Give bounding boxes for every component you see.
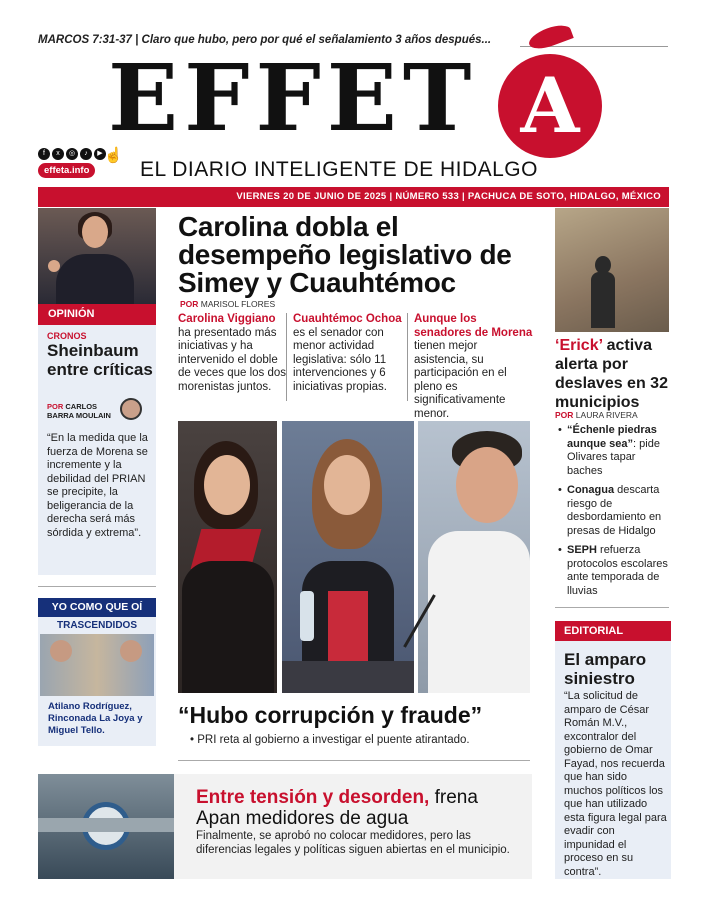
secondary-headline[interactable]: “Hubo corrupción y fraude” [178, 702, 483, 728]
opinion-label: OPINIÓN [38, 304, 156, 325]
right-brief-list [558, 424, 670, 604]
editorial-title[interactable]: El amparo siniestro [564, 650, 647, 688]
yo-como-photo[interactable] [40, 634, 154, 696]
bottom-headline[interactable]: Entre tensión y desorden, frena Apan medidores de agua [196, 787, 478, 829]
masthead-logo[interactable] [108, 44, 478, 152]
daily-verse: MARCOS 7:31-37 | Claro que hubo, pero por qué el señalamiento 3 años después... [38, 34, 492, 46]
yo-como-caption[interactable]: Atilano Rodríguez, Rinconada La Joya y Miguel Tello. [48, 701, 143, 736]
divider [407, 313, 408, 401]
landslide-photo[interactable] [555, 208, 669, 332]
instagram-icon[interactable]: ◎ [66, 148, 78, 160]
main-headline[interactable]: Carolina dobla el desempeño legislativo de Simey y Cuauhtémoc [178, 211, 512, 298]
editorial-label: EDITORIAL [555, 621, 671, 641]
list-item[interactable]: • “Échenle piedras aunque sea”: pide Olivares tapar baches [558, 424, 670, 478]
yo-como-subtitle: TRASCENDIDOS [56, 620, 137, 631]
main-byline: POR MARISOL FLORES [180, 299, 276, 309]
social-icons [38, 148, 106, 160]
opinion-title[interactable]: Sheinbaum entre críticas [47, 341, 153, 379]
facebook-icon[interactable]: f [38, 148, 50, 160]
photo-carolina[interactable] [178, 421, 277, 693]
summary-column-3: Aunque los senadores de Morena tienen mejor asistencia, su participación en el pleno es significativamente menor. [414, 313, 533, 420]
tiktok-icon[interactable]: ♪ [80, 148, 92, 160]
logo-main-text: EFFET [108, 44, 478, 152]
divider [555, 607, 669, 608]
right-headline[interactable]: ‘Erick’ activa alerta por deslaves en 32 municipios [555, 337, 668, 411]
list-item[interactable]: • Conagua descarta riesgo de desbordamiento en presas de Hidalgo [558, 484, 670, 538]
yo-como-title: YO COMO QUE OÍ [38, 598, 156, 617]
bottom-summary: Finalmente, se aprobó no colocar medidores, pero las diferencias legales y políticas siguen abiertas en el municipio. [196, 830, 510, 856]
tagline: EL DIARIO INTELIGENTE DE HIDALGO [140, 158, 538, 181]
divider [38, 586, 156, 587]
editorial-quote: “La solicitud de amparo de César Román M.V., excontralor del gobierno de Omar Fayad, nos recuerda que han sido muchos políticos los que han utilizado esta figura legal para evadir con impunidad el proceso en su contra”. [564, 690, 667, 878]
water-meter-photo[interactable] [38, 774, 174, 879]
photo-senator-man[interactable] [418, 421, 530, 693]
x-icon[interactable]: x [52, 148, 64, 160]
website-link[interactable]: effeta.info [38, 163, 95, 178]
dateline-bar: VIERNES 20 DE JUNIO DE 2025 | NÚMERO 533 | PACHUCA DE SOTO, HIDALGO, MÉXICO [38, 187, 669, 207]
youtube-icon[interactable]: ▶ [94, 148, 106, 160]
right-byline: POR LAURA RIVERA [555, 410, 638, 420]
opinion-byline: POR CARLOS BARRA MOULAIN [47, 402, 111, 420]
divider [178, 760, 530, 761]
summary-column-1: Carolina Viggiano ha presentado más iniciativas y ha intervenido el doble de veces que los dos morenistas juntos. [178, 313, 287, 393]
logo-accent-mark [526, 21, 574, 53]
opinion-photo[interactable] [38, 208, 156, 304]
photo-senator-woman[interactable] [282, 421, 414, 693]
column-name: CRONOS [47, 331, 87, 341]
summary-column-2: Cuauhtémoc Ochoa es el senador con menor actividad legislativa: sólo 11 intervenciones y 6 iniciativas propias. [293, 313, 402, 393]
secondary-bullet: • PRI reta al gobierno a investigar el puente atirantado. [190, 734, 470, 746]
pointer-hand-icon: ☝ [104, 147, 123, 164]
logo-circle: A [498, 54, 602, 158]
opinion-quote: “En la medida que la fuerza de Morena se incremente y la debilidad del PRIAN se precipite, la beligerancia de la derecha será más sórdida y extrema”. [47, 432, 148, 539]
list-item[interactable]: • SEPH refuerza protocolos escolares ante temporada de lluvias [558, 544, 670, 598]
divider [286, 313, 287, 401]
author-avatar [120, 398, 142, 420]
